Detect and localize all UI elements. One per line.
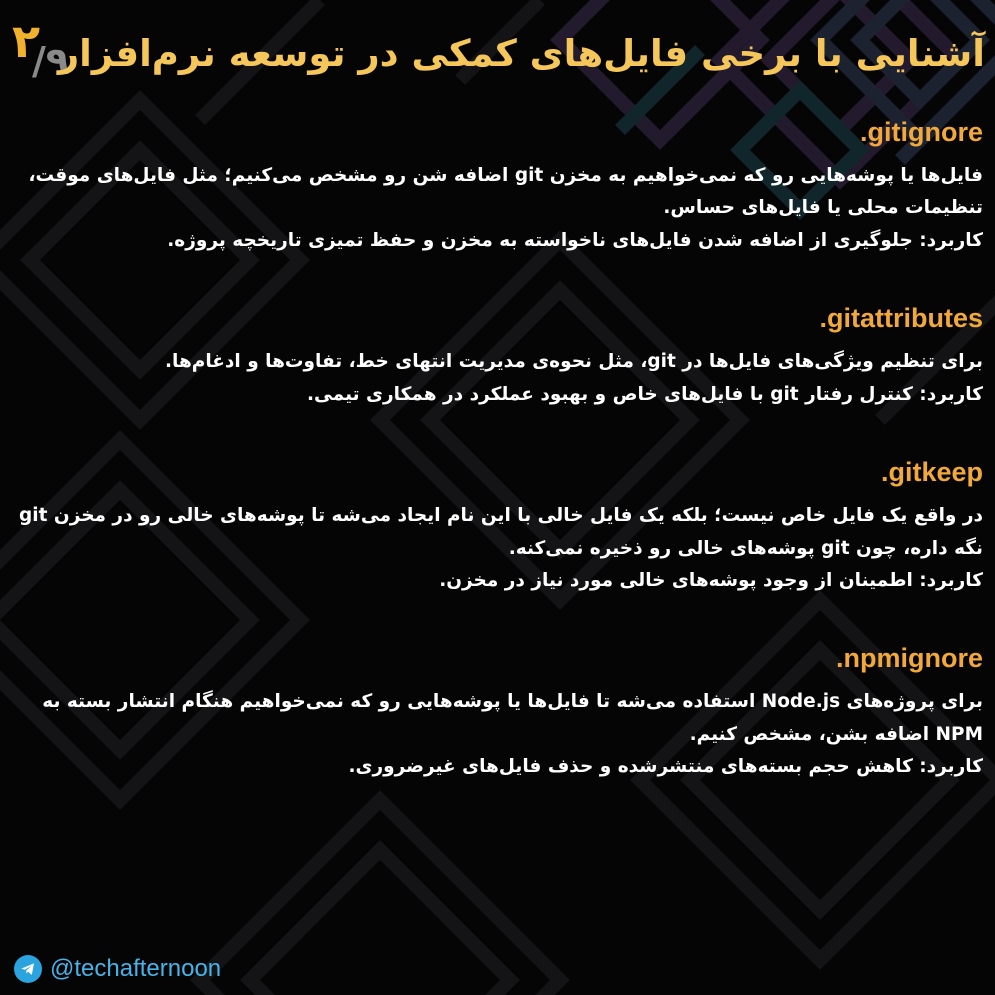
section-usage: کاربرد: جلوگیری از اضافه شدن فایل‌های ناخواسته به مخزن و حفظ تمیزی تاریخچه پروژه.: [167, 229, 983, 251]
header: [10, 14, 985, 98]
section-gitkeep: [14, 455, 983, 597]
section-title: .npmignore: [836, 643, 983, 674]
section-title: .gitkeep: [880, 457, 983, 488]
section-gitignore: [14, 115, 983, 257]
content: [14, 115, 983, 828]
section-title: .gitattributes: [819, 303, 983, 334]
section-gitattributes: [14, 301, 983, 411]
section-description: برای پروژه‌های Node.js استفاده می‌شه تا فایل‌ها یا پوشه‌هایی رو که نمی‌خواهیم هنگام انتشار بسته به NPM اضافه بشن، مشخص کنیم.: [42, 691, 983, 745]
page-total: /۹: [32, 39, 70, 83]
section-npmignore: [14, 641, 983, 783]
section-usage: کاربرد: کاهش حجم بسته‌های منتشرشده و حذف فایل‌های غیرضروری.: [348, 756, 983, 778]
page-number: ۲: [12, 14, 41, 68]
footer: [14, 955, 221, 983]
section-usage: کاربرد: کنترل رفتار git با فایل‌های خاص و بهبود عملکرد در همکاری تیمی.: [306, 383, 983, 405]
section-usage: کاربرد: اطمینان از وجود پوشه‌های خالی مورد نیاز در مخزن.: [439, 569, 983, 591]
section-description: برای تنظیم ویژگی‌های فایل‌ها در git، مثل نحوه‌ی مدیریت انتهای خط، تفاوت‌ها و ادغام‌ها.: [164, 351, 983, 373]
telegram-icon[interactable]: [14, 955, 42, 983]
section-title: .gitignore: [860, 117, 983, 147]
section-description: در واقع یک فایل خاص نیست؛ بلکه یک فایل خالی با این نام ایجاد می‌شه تا پوشه‌های خالی رو در مخزن git نگه داره، چون git پوشه‌های خالی رو ذخیره نمی‌کنه.: [19, 505, 983, 559]
section-description: فایل‌ها یا پوشه‌هایی رو که نمی‌خواهیم به مخزن git اضافه شن رو مشخص می‌کنیم؛ مثل فایل‌های موقت، تنظیمات محلی یا فایل‌های حساس.: [28, 165, 983, 219]
page-title: آشنایی با برخی فایل‌های کمکی در توسعه نرم‌افزار: [57, 32, 985, 75]
channel-handle-link[interactable]: @techafternoon: [50, 955, 222, 982]
